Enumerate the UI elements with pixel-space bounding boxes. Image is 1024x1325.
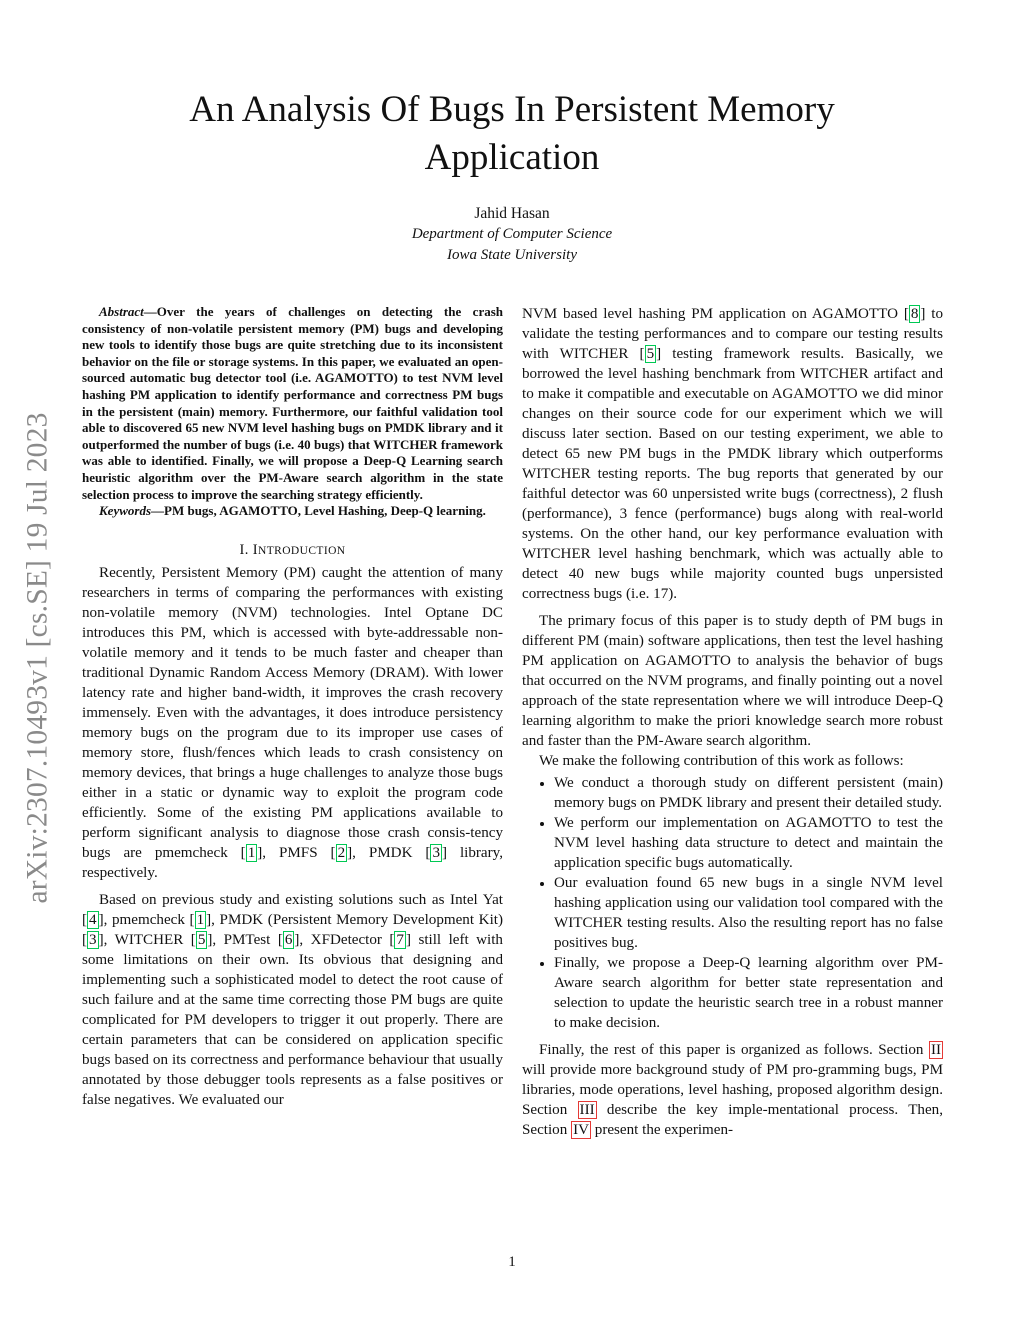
contribution-item: • We perform our implementation on AGAMOTTO to test the NVM level hashing data structure to detect and maintain the application specific bugs automatically. [554, 813, 943, 873]
arxiv-stamp-text: arXiv:2307.10493v1 [cs.SE] 19 Jul 2023 [21, 412, 54, 904]
citation-link[interactable]: 5 [646, 346, 655, 362]
text-run: ] still left with some limitations on their own. Its obvious that designing and implementing such a sophisticated model to detect the root cause of such failure and at the same time correcting those PM bugs are quite complicated for PM developers to trigger it out properly. There are certain parameters that can be considered on application specific bugs based on its correctness and performance behaviour that usually annotated by those debugger tools represents as a false positives or false negatives. We evaluated our [82, 931, 503, 1108]
abstract [82, 304, 503, 503]
section-head-rest: NTRODUCTION [258, 544, 346, 557]
right-column [522, 304, 943, 1140]
contribution-item: • Finally, we propose a Deep-Q learning algorithm over PM-Aware search algorithm for better state representation and selection to update the heuristic search tree in a robust manner to make decision. [554, 953, 943, 1033]
section-reference-link[interactable]: III [579, 1102, 595, 1118]
abstract-dash: — [143, 304, 157, 319]
text-run: ], PMDK [ [347, 844, 431, 861]
abstract-text: Over the years of challenges on detecting the crash consistency of non-volatile persistent memory (PM) bugs and developing new tools to identify those bugs are quite stretching due to its inconsistent behavior on the file or storage systems. In this paper, we evaluated an open-sourced automatic bug detector tool (i.e. AGAMOTTO) to test NVM level hashing PM application to identify performance and correctness PM bugs in the persistent (main) memory. Furthermore, our faithful validation tool able to discovered 65 new NVM level hashing bugs on PMDK library and it outperformed the number of bugs (i.e. 40 bugs) that WITCHER framework was able to identified. Finally, we will propose a Deep-Q Learning search heuristic algorithm over the PM-Aware search algorithm in the state selection process to improve the searching strategy efficiently. [82, 304, 503, 502]
left-column [82, 304, 503, 1110]
text-run: ] library, respectively. [82, 844, 503, 881]
section-reference-link[interactable]: IV [573, 1122, 589, 1138]
text-run: ], pmemcheck [ [98, 911, 195, 928]
contribution-item: • We conduct a thorough study on different persistent (main) memory bugs on PMDK library and present their detailed study. [554, 773, 943, 813]
intro-paragraph-3 [522, 304, 943, 604]
citation-link[interactable]: 2 [337, 844, 346, 861]
keywords-text: PM bugs, AGAMOTTO, Level Hashing, Deep-Q learning. [164, 503, 486, 519]
text-run: ], WITCHER [ [98, 931, 196, 948]
text-run: ] to validate the testing performances and to compare our testing results with WITCHER [ [522, 306, 943, 362]
text-run: present the experimen- [591, 1122, 734, 1138]
contribution-list [522, 773, 943, 1033]
section-numeral: I. [239, 541, 249, 558]
intro-paragraph-6 [522, 1040, 943, 1140]
citation-link[interactable]: 7 [396, 931, 404, 948]
section-heading-introduction [82, 540, 503, 561]
citation-link[interactable]: 4 [89, 911, 97, 928]
keywords-label: Keywords [99, 503, 151, 519]
text-run: describe the key imple-mentational process. Then, Section [522, 1102, 943, 1138]
abstract-label: Abstract [99, 304, 144, 319]
text-run: Based on previous study and existing solutions such as Intel Yat [ [82, 891, 503, 928]
text-run: NVM based level hashing PM application on AGAMOTTO [ [522, 306, 909, 322]
text-run: ], PMDK (Persistent Memory Development Kit) [ [82, 911, 503, 948]
author-department: Department of Computer Science [411, 226, 613, 242]
citation-link[interactable]: 5 [197, 931, 206, 948]
contribution-item: • Our evaluation found 65 new bugs in a single NVM level hashing application using our validation tool compared with the WITCHER testing results. Also the resulting report has no false positives bug. [554, 873, 943, 953]
keywords-dash: — [151, 503, 164, 519]
contribution-intro: We make the following contribution of this work as follows: [539, 753, 904, 769]
keywords [82, 503, 503, 520]
text-run: ], XFDetector [ [294, 931, 395, 948]
author-name: Jahid Hasan [474, 205, 550, 222]
text-run: will provide more background study of PM pro-gramming bugs, PM libraries, mode operations, level hashing, proposed algorithm design. Section [522, 1062, 943, 1118]
paper-title: An Analysis Of Bugs In Persistent Memory Application [189, 89, 835, 178]
arxiv-stamp [8, 373, 68, 943]
citation-link[interactable]: 3 [432, 844, 440, 861]
citation-link[interactable]: 6 [284, 931, 293, 948]
text-run: ], PMFS [ [257, 844, 336, 861]
citation-link[interactable]: 3 [89, 931, 97, 948]
section-reference-link[interactable]: II [930, 1042, 941, 1058]
text-run: Recently, Persistent Memory (PM) caught the attention of many researchers in terms of comparing the performances with existing non-volatile memory (NVM) technologies. Intel Optane DC introduces this PM, which is accessed with byte-addressable non-volatile memory and it tends to be much faster and cheaper than traditional Dynamic Random Access Memory (DRAM). With lower latency rate and higher band-width, it improves the crash recovery immensely. Even with the advantages, it does introduce persistency memory bugs on the program due to its improper use cases of memory store, flush/fences which leads to crash consistency on memory devices, that brings a huge challenges to analyze those bugs either in a static or dynamic way to exploit the program code efficiently. Some of the existing PM applications available to perform significant analysis to diagnose those crash consis-tency bugs are pmemcheck [ [82, 564, 503, 861]
text-run: ], PMTest [ [207, 931, 283, 948]
intro-paragraph-1 [82, 563, 503, 883]
section-head-first: I [252, 541, 259, 558]
intro-paragraph-4: The primary focus of this paper is to study depth of PM bugs in different PM (main) software applications, then test the level hashing PM application on AGAMOTTO to analysis the behavior of bugs that occurred on the NVM programs, and finally pointing out a novel approach of the state representation where we will introduce Deep-Q learning algorithm to make the priori knowledge search more robust and faster than the PM-Aware search algorithm. [522, 613, 943, 749]
intro-paragraph-2 [82, 890, 503, 1110]
text-run: ] testing framework results. Basically, we borrowed the level hashing benchmark from WITCHER artifact and to make it compatible and executable on AGAMOTTO we did minor changes on their source code for our experiment which we will discuss later section. Based on our testing experiment, we able to detect 65 new PM bugs in the PMDK library which outperforms WITCHER testing reports. The bug reports that generated by our faithful detector was 60 unpersisted write bugs (correctness), 2 flush (performance), 3 fence (performance) bugs along with real-world systems. On the other hand, our key performance evaluation with WITCHER level hashing benchmark, which was actually able to detect 40 new bugs while majority counted bugs unpersisted correctness bugs (i.e. 17). [522, 346, 943, 602]
text-run: Finally, the rest of this paper is organized as follows. Section [539, 1042, 929, 1058]
page-number: 1 [508, 1254, 516, 1270]
citation-link[interactable]: 1 [196, 911, 205, 928]
author-university: Iowa State University [447, 247, 577, 263]
citation-link[interactable]: 1 [247, 844, 256, 861]
citation-link[interactable]: 8 [910, 306, 919, 322]
author-block [200, 203, 824, 266]
